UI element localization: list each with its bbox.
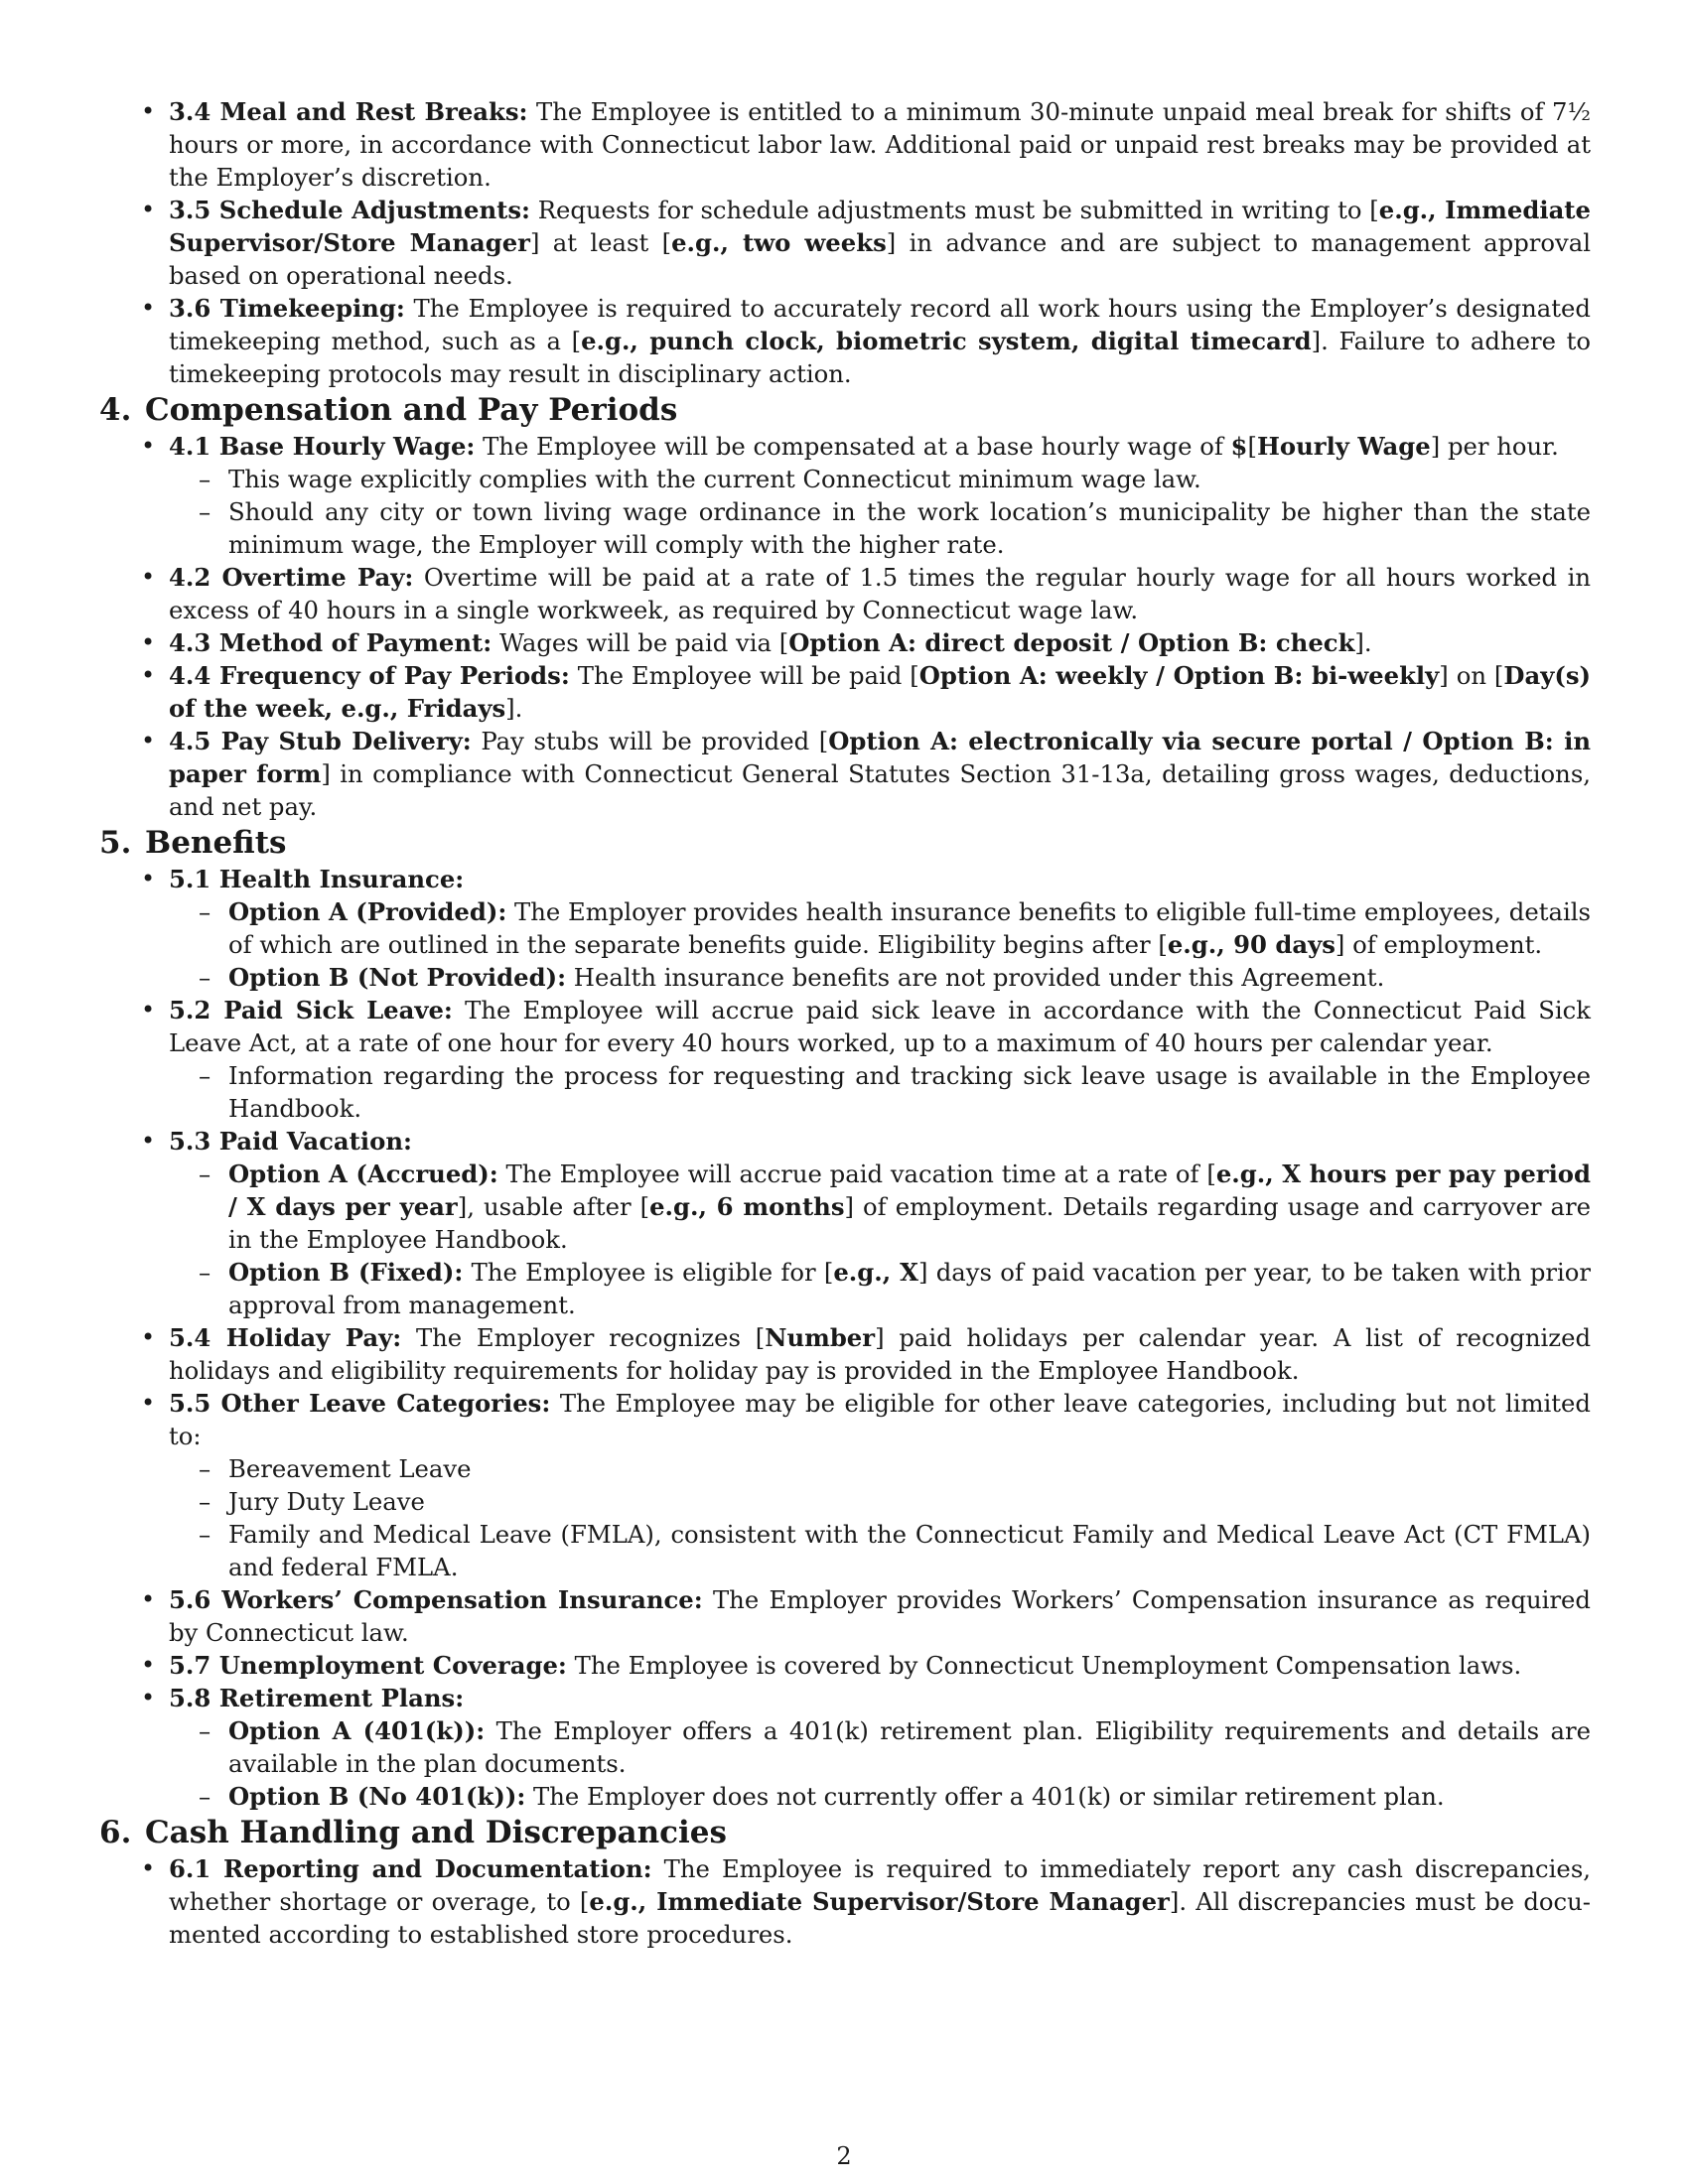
clause-4-1: • 4.1 Base Hourly Wage: The Employee will be compensated at a base hourly wage of $[Hourly Wage] per hour. – This wage explicitly complies with the current Connecticut minimum wage law. – Should any city or town living wage ordinance in the work location’s municipality be higher than the state minimum wage, the Employer will comply with the higher rate. — [99, 430, 1591, 561]
clause-5-5-sublist — [169, 1452, 1591, 1583]
section-5-list — [99, 863, 1591, 1813]
section-4-heading: 4. Compensation and Pay Periods — [99, 392, 678, 428]
sub-item: – Option B (Fixed): The Employee is eligible for [e.g., X] days of paid vacation per year, to be taken with prior approval from management. — [169, 1256, 1591, 1321]
clause-5-7: • 5.7 Unemployment Coverage: The Employee is covered by Connecticut Unemployment Compensation laws. — [99, 1649, 1591, 1682]
section-6-list — [99, 1852, 1591, 1951]
clause-3-6: • 3.6 Timekeeping: The Employee is required to accurately record all work hours using the Employer’s designated timekeeping method, such as a [e.g., punch clock, biometric system, digital timecard]. Failure to adhere to timekeeping protocols may result in disciplinary action. — [99, 292, 1591, 390]
clause-5-1: • 5.1 Health Insurance: – Option A (Provided): The Employer provides health insurance benefits to eligible full-time employees, details of which are outlined in the separate benefits guide. Eligibility begins after [e.g., 90 days] of employment. – Option B (Not Provided): Health insurance benefits are not provided under this Agreement. — [99, 863, 1591, 994]
clause-5-5: • 5.5 Other Leave Categories: The Employee may be eligible for other leave categories, including but not limited to: – Bereavement Leave – Jury Duty Leave – Family and Medical Leave (FMLA), consistent with the Connecticut Family and Medical Leave Act (CT FMLA) and federal FMLA. — [99, 1387, 1591, 1583]
sub-item: – Option A (401(k)): The Employer offers a 401(k) retirement plan. Eligibility requirements and details are available in the plan documents. — [169, 1714, 1591, 1780]
clause-3-4: • 3.4 Meal and Rest Breaks: The Employee is entitled to a minimum 30-minute unpaid meal break for shifts of 7½ hours or more, in accordance with Connecticut labor law. Additional paid or unpaid rest breaks may be provided at the Employer’s discretion. — [99, 95, 1591, 194]
sub-item: – Jury Duty Leave — [169, 1485, 1591, 1518]
sub-item: – Bereavement Leave — [169, 1452, 1591, 1485]
clause-4-4: • 4.4 Frequency of Pay Periods: The Employee will be paid [Option A: weekly / Option B: bi-weekly] on [Day(s) of the week, e.g., Fridays]. — [99, 659, 1591, 725]
sub-item: – Option A (Provided): The Employer provides health insurance benefits to eligible full-time employees, details of which are outlined in the separate benefits guide. Eligibility begins after [e.g., 90 days] of employment. — [169, 895, 1591, 961]
section-4-list — [99, 430, 1591, 823]
page-number: 2 — [836, 2142, 852, 2170]
section-6-heading: 6. Cash Handling and Discrepancies — [99, 1815, 727, 1850]
section-3-list — [99, 95, 1591, 390]
section-5-heading: 5. Benefits — [99, 825, 287, 861]
clause-5-6: • 5.6 Workers’ Compensation Insurance: The Employer provides Workers’ Compensation insurance as required by Connecticut law. — [99, 1583, 1591, 1649]
clause-5-1-sublist — [169, 895, 1591, 994]
sub-item: – Family and Medical Leave (FMLA), consistent with the Connecticut Family and Medical Leave Act (CT FMLA) and federal FMLA. — [169, 1518, 1591, 1583]
clause-5-4: • 5.4 Holiday Pay: The Employer recognizes [Number] paid holidays per calendar year. A list of recognized holidays and eligibility requirements for holiday pay is provided in the Employee Handbook. — [99, 1321, 1591, 1387]
clause-4-1-sublist — [169, 463, 1591, 561]
sub-item: – Should any city or town living wage ordinance in the work location’s municipality be higher than the state minimum wage, the Employer will comply with the higher rate. — [169, 495, 1591, 561]
clause-4-5: • 4.5 Pay Stub Delivery: Pay stubs will be provided [Option A: electronically via secure portal / Option B: in paper form] in compliance with Connecticut General Statutes Section 31-13a, detailing gross wages, deductions, and net pay. — [99, 725, 1591, 823]
clause-5-3-sublist — [169, 1158, 1591, 1321]
clause-5-3: • 5.3 Paid Vacation: – Option A (Accrued): The Employee will accrue paid vacation time at a rate of [e.g., X hours per pay period / X days per year], usable after [e.g., 6 months] of employment. Details regarding usage and carryover are in the Employee Handbook. – Option B (Fixed): The Employee is eligible for [e.g., X] days of paid vacation per year, to be taken with prior approval from management. — [99, 1125, 1591, 1321]
clause-4-3: • 4.3 Method of Payment: Wages will be paid via [Option A: direct deposit / Option B: check]. — [99, 626, 1591, 659]
clause-5-8-sublist — [169, 1714, 1591, 1813]
sub-item: – Information regarding the process for requesting and tracking sick leave usage is available in the Employee Handbook. — [169, 1059, 1591, 1125]
clause-5-2-sublist — [169, 1059, 1591, 1125]
clause-3-5: • 3.5 Schedule Adjustments: Requests for schedule adjustments must be submitted in writing to [e.g., Immediate Supervisor/Store Manager] at least [e.g., two weeks] in advance and are subject to management approval based on operational needs. — [99, 194, 1591, 292]
sub-item: – Option A (Accrued): The Employee will accrue paid vacation time at a rate of [e.g., X hours per pay period / X days per year], usable after [e.g., 6 months] of employment. Details regarding usage and carryover are in the Employee Handbook. — [169, 1158, 1591, 1256]
clause-6-1: • 6.1 Reporting and Documentation: The Employee is required to immediately report any cash discrepancies, whether shortage or overage, to [e.g., Immediate Supervisor/Store Manager]. All discrepancies must be documented according to established store procedures. — [99, 1852, 1591, 1951]
sub-item: – This wage explicitly complies with the current Connecticut minimum wage law. — [169, 463, 1591, 495]
sub-item: – Option B (Not Provided): Health insurance benefits are not provided under this Agreement. — [169, 961, 1591, 994]
clause-5-8: • 5.8 Retirement Plans: – Option A (401(k)): The Employer offers a 401(k) retirement plan. Eligibility requirements and details are available in the plan documents. – Option B (No 401(k)): The Employer does not currently offer a 401(k) or similar retirement plan. — [99, 1682, 1591, 1813]
clause-4-2: • 4.2 Overtime Pay: Overtime will be paid at a rate of 1.5 times the regular hourly wage for all hours worked in excess of 40 hours in a single workweek, as required by Connecticut wage law. — [99, 561, 1591, 626]
clause-5-2: • 5.2 Paid Sick Leave: The Employee will accrue paid sick leave in accordance with the Connecticut Paid Sick Leave Act, at a rate of one hour for every 40 hours worked, up to a maximum of 40 hours per calendar year. – Information regarding the process for requesting and tracking sick leave usage is available in the Employee Handbook. — [99, 994, 1591, 1125]
document-page — [99, 95, 1591, 1951]
sub-item: – Option B (No 401(k)): The Employer does not currently offer a 401(k) or similar retirement plan. — [169, 1780, 1591, 1813]
